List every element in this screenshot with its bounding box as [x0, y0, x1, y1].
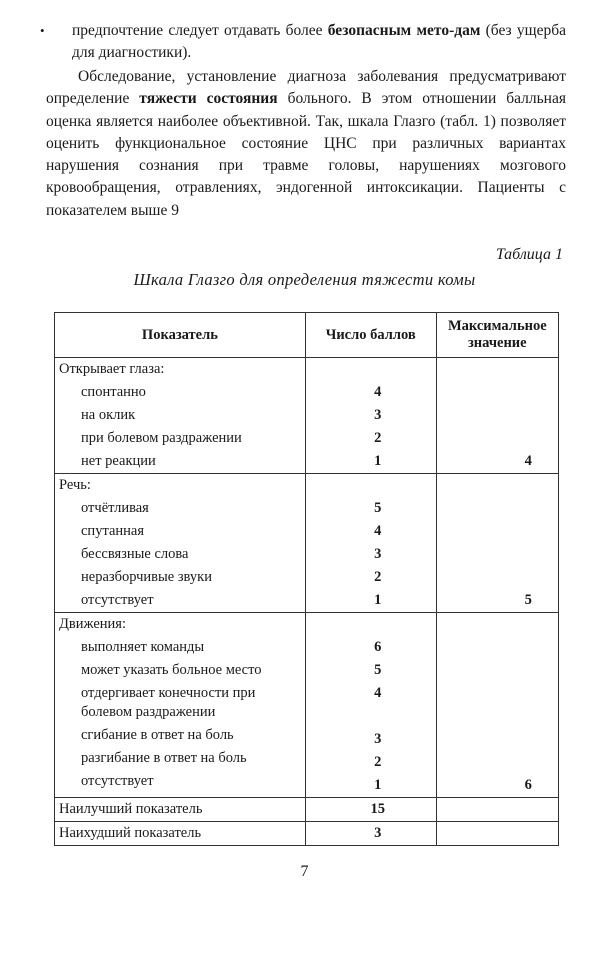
item-score: 3	[374, 546, 382, 562]
table-row-worst	[55, 822, 559, 846]
item-label: на оклик	[81, 407, 136, 423]
group-max: 5	[524, 592, 532, 608]
group-max: 6	[524, 777, 532, 793]
item-score: 4	[374, 384, 382, 400]
table-label: Таблица 1	[495, 246, 563, 263]
item-score: 5	[374, 500, 382, 516]
item-label: отсутствует	[81, 773, 154, 789]
table-title: Шкала Глазго для определения тяжести комы	[133, 270, 476, 289]
item-label: может указать больное место	[81, 662, 262, 678]
item-label: спутанная	[81, 523, 145, 539]
page-number: 7	[300, 863, 309, 880]
best-label: Наилучший показатель	[55, 798, 306, 822]
para-bold-text: тяжести состояния	[139, 90, 278, 108]
table-row-movements	[55, 613, 559, 798]
para-text-part1: Обследование, установление диагноза заболевания предусматривают определение	[46, 68, 566, 108]
item-label: спонтанно	[81, 384, 146, 400]
item-label: отсутствует	[81, 592, 154, 608]
bullet-icon: •	[40, 23, 45, 38]
group-max: 4	[524, 453, 532, 469]
item-score: 1	[374, 592, 382, 608]
bullet-text-part1: предпочтение следует отдавать более	[72, 22, 328, 39]
table-header-row	[55, 313, 559, 358]
item-score: 5	[374, 662, 382, 678]
category-label: Движения:	[59, 616, 126, 632]
table-row-eyes	[55, 358, 559, 474]
table-row-speech	[55, 474, 559, 613]
item-score: 2	[374, 569, 382, 585]
item-score: 4	[374, 685, 382, 701]
item-label: неразборчивые звуки	[81, 569, 212, 585]
item-label: нет реакции	[81, 453, 156, 469]
item-score: 3	[374, 407, 382, 423]
item-label: отдергивает конечности при болевом раздражении	[81, 685, 256, 720]
item-label: отчётливая	[81, 500, 149, 516]
item-score: 1	[374, 777, 382, 793]
category-label: Открывает глаза:	[59, 361, 165, 377]
header-score: Число баллов	[305, 313, 436, 358]
worst-label: Наихудший показатель	[55, 822, 306, 846]
best-score: 15	[305, 798, 436, 822]
header-indicator: Показатель	[55, 313, 306, 358]
item-score: 2	[374, 430, 382, 446]
item-score: 1	[374, 453, 382, 469]
header-max: Максимальное значение	[436, 313, 558, 358]
para-text-part2: больного. В этом отношении балльная оценка является наиболее объективной. Так, шкала Глазго (табл. 1) позволяет оценить функциональное состояние ЦНС при различных вариантах нарушения сознания при травме головы, нарушениях мозгового кровообращения, отравлениях, эндогенной интоксикации. Пациенты с показателем выше 9	[46, 90, 566, 219]
item-score: 3	[374, 731, 382, 747]
bullet-paragraph	[40, 20, 566, 65]
category-label: Речь:	[59, 477, 91, 493]
item-label: сгибание в ответ на боль	[81, 727, 234, 743]
item-score: 4	[374, 523, 382, 539]
bullet-bold-text: безопасным мето-дам	[327, 22, 481, 39]
worst-score: 3	[305, 822, 436, 846]
item-label: разгибание в ответ на боль	[81, 750, 247, 766]
item-score: 6	[374, 639, 382, 655]
item-label: выполняет команды	[81, 639, 205, 655]
item-score: 2	[374, 754, 382, 770]
item-label: бессвязные слова	[81, 546, 189, 562]
table-row-best	[55, 798, 559, 822]
bullet-text-part2: (без ущерба для диагностики).	[72, 22, 566, 62]
item-label: при болевом раздражении	[81, 430, 242, 446]
glasgow-table	[54, 312, 559, 846]
body-paragraph	[46, 66, 566, 222]
